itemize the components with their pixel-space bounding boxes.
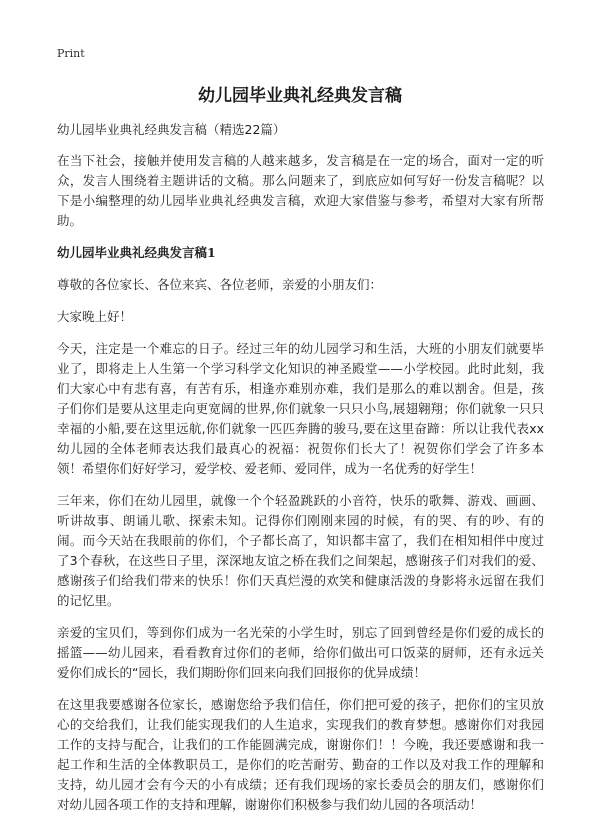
greeting-paragraph: 尊敬的各位家长、各位来宾、各位老师，亲爱的小朋友们： — [57, 277, 383, 292]
body-paragraph-1: 今天，注定是一个难忘的日子。经过三年的幼儿园学习和生活，大班的小朋友们就要毕业了，即将走上人生第一个学习科学文化知识的神圣殿堂——小学校园。此时此刻，我们大家心中有悲有喜，有苦有乐，相逢亦难别亦难，我们是那么的难以割舍。但是，孩子们你们是要从这里走向更宽阔的世界,你们就象一只只小鸟,展翅翱翔；你们就象一只只幸福的小船,要在这里远航,你们就象一匹匹奔腾的骏马,要在这里奋蹄：所以让我代表xx幼儿园的全体老师表达我们最真心的祝福：祝贺你们长大了！祝贺你们学会了许多本领！希望你们好好学习，爱学校、爱老师、爱同伴，成为一名优秀的好学生！ — [57, 341, 544, 476]
intro-paragraph: 在当下社会，接触并使用发言稿的人越来越多，发言稿是在一定的场合，面对一定的听众，发言人围绕着主题讲话的文稿。那么问题来了，到底应如何写好一份发言稿呢？以下是小编整理的幼儿园毕业典礼经典发言稿，欢迎大家借鉴与参考，希望对大家有所帮助。 — [57, 153, 544, 228]
document-subtitle: 幼儿园毕业典礼经典发言稿（精选22篇） — [57, 122, 286, 137]
section-heading: 幼儿园毕业典礼经典发言稿1 — [57, 245, 216, 260]
body-paragraph-2: 三年来，你们在幼儿园里，就像一个个轻盈跳跃的小音符，快乐的歌舞、游戏、画画、听讲故事、朗诵儿歌、探索未知。记得你们刚刚来园的时候，有的哭、有的吵、有的闹。而今天站在我眼前的你们，个子都长高了，知识都丰富了，我们在相知相伴中度过了3个春秋，在这些日子里，深深地友谊之桥在我们之间架起，感谢孩子们对我们的爱、感谢孩子们给我们带来的快乐！你们天真烂漫的欢笑和健康活泼的身影将永远留在我们的记忆里。 — [57, 493, 544, 608]
body-paragraph-3: 亲爱的宝贝们，等到你们成为一名光荣的小学生时，别忘了回到曾经是你们爱的成长的摇篮——幼儿园来，看看教育过你们的老师，给你们做出可口饭菜的厨师，还有永远关爱你们成长的“园长，我们期盼你们回来向我们回报你的优异成绩！ — [57, 625, 544, 680]
print-link[interactable]: Print — [57, 47, 85, 60]
salutation-paragraph: 大家晚上好！ — [57, 309, 133, 324]
article-body — [57, 151, 544, 827]
body-paragraph-4: 在这里我要感谢各位家长，感谢您给予我们信任，你们把可爱的孩子，把你们的宝贝放心的交给我们，让我们能实现我们的人生追求，实现我们的教育梦想。感谢你们对我园工作的支持与配合，让我们的工作能圆满完成，谢谢你们！！今晚，我还要感谢和我一起工作和生活的全体教职员工，是你们的吃苦耐劳、勤奋的工作以及对我工作的理解和支持，幼儿园才会有今天的小有成绩；还有我们现场的家长委员会的朋友们，感谢你们对幼儿园各项工作的支持和理解，谢谢你们积极参与我们幼儿园的各项活动！ — [57, 697, 544, 812]
page-title: 幼儿园毕业典礼经典发言稿 — [198, 86, 402, 106]
